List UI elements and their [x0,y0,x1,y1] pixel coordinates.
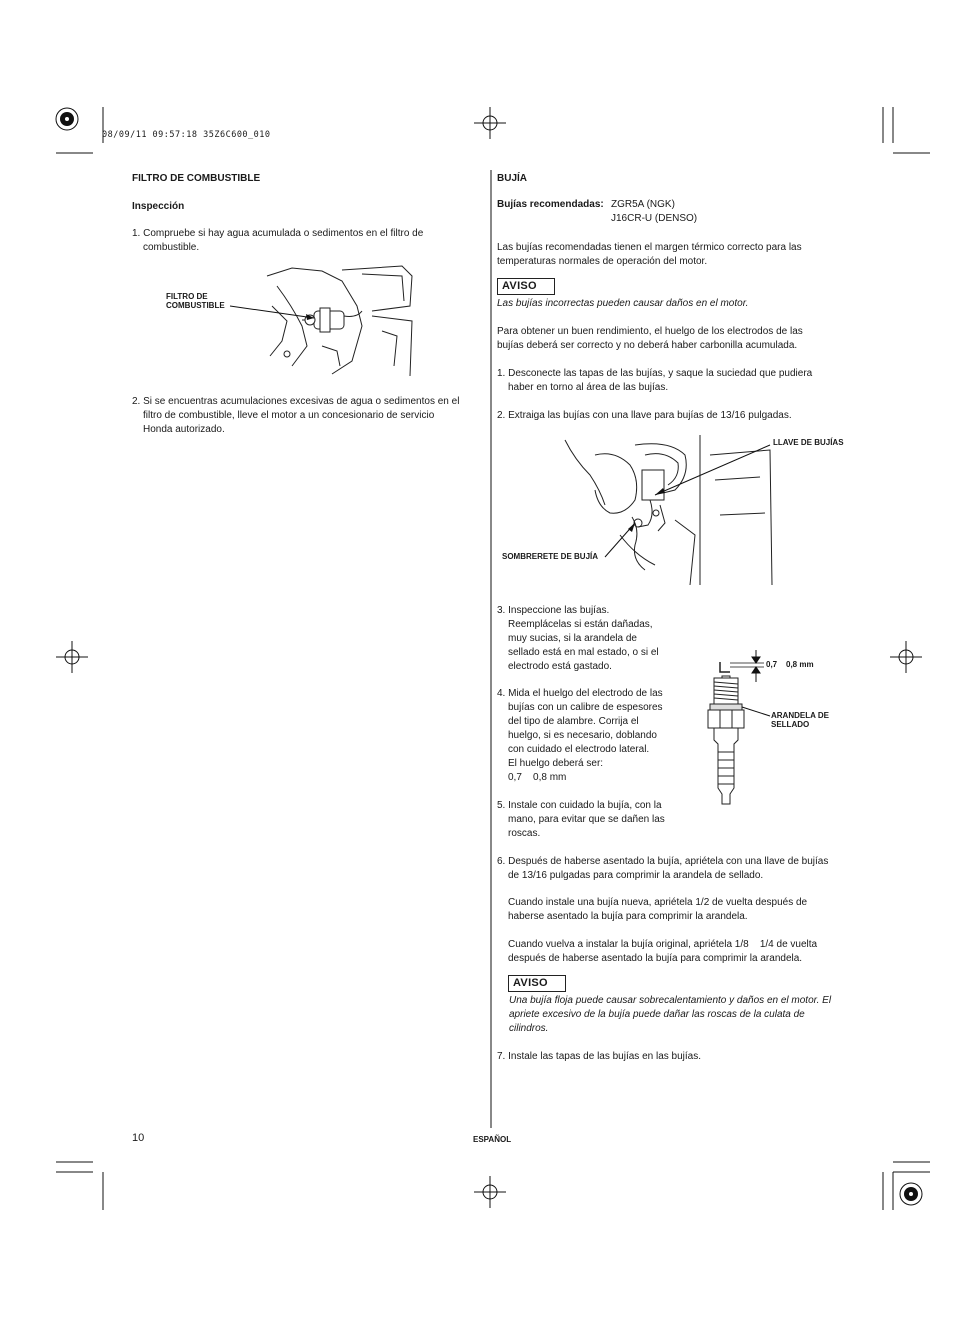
spark-plug-wrench-label: LLAVE DE BUJÍAS [773,438,844,447]
step5-line1: 5. Instale con cuidado la bujía, con la [497,800,662,811]
right-step1-line2: haber en torno al área de las bujías. [508,382,669,393]
step5-line3: roscas. [508,828,541,839]
notice2-line1: Una bujía floja puede causar sobrecalentamiento y daños en el motor. El [509,995,832,1006]
step3-line5: electrodo está gastado. [508,661,612,672]
left-step1-line2: combustible. [143,242,200,253]
step4-line4: huelgo, si es necesario, doblando [508,730,657,741]
left-step2-line1: 2. Si se encuentras acumulaciones excesivas de agua o sedimentos en el [132,396,460,407]
para2-line2: bujías deberá ser correcto y no deberá haber carbonilla acumulada. [497,340,798,351]
step4-line3: del tipo de alambre. Corrija el [508,716,639,727]
fuel-filter-label-line1: FILTRO DE [166,292,208,301]
step7: 7. Instale las tapas de las bujías en las bujías. [497,1051,702,1062]
intro-line1: Las bujías recomendadas tienen el margen térmico correcto para las [497,242,802,253]
spark-plug-illustration [700,648,780,808]
page-number: 10 [132,1132,145,1144]
spark-plug-cap-label: SOMBRERETE DE BUJÍA [502,552,599,561]
step4-line1: 4. Mida el huelgo del electrodo de las [497,688,663,699]
step6-line2: de 13/16 pulgadas para comprimir la arandela de sellado. [508,870,764,881]
recommended-plugs-label: Bujías recomendadas: [497,199,604,210]
para2-line1: Para obtener un buen rendimiento, el huelgo de los electrodos de las [497,326,803,337]
left-step2-line2: filtro de combustible, lleve el motor a un concesionario de servicio [143,410,435,421]
spark-plug-wrench-illustration [560,435,775,585]
step4-line7: 0,7 0,8 mm [508,772,567,783]
notice-badge-1: AVISO [497,278,555,295]
right-step1-line1: 1. Desconecte las tapas de las bujías, y saque la suciedad que pudiera [497,368,813,379]
step4-line2: bujías con un calibre de espesores [508,702,663,713]
step6-new-line2: haberse asentado la bujía para comprimir la arandela. [508,911,748,922]
step3-line1: 3. Inspeccione las bujías. [497,605,610,616]
fuel-filter-label-line2: COMBUSTIBLE [166,301,225,310]
notice2-line2: apriete excesivo de la bujía puede dañar las roscas de la culata de [509,1009,805,1020]
gap-label: 0,7 0,8 mm [766,660,814,669]
step3-line4: sellado está en mal estado, o si el [508,647,659,658]
left-step2-line3: Honda autorizado. [143,424,225,435]
step6-line1: 6. Después de haberse asentado la bujía, apriétela con una llave de bujías [497,856,829,867]
notice2-line3: cilindros. [509,1023,549,1034]
intro-line2: temperaturas normales de operación del motor. [497,256,708,267]
washer-label-line1: ARANDELA DE [771,711,829,720]
step3-line3: muy sucias, si la arandela de [508,633,637,644]
section-title-fuel-filter: FILTRO DE COMBUSTIBLE [132,173,261,184]
recommended-plug-denso: J16CR-U (DENSO) [611,213,698,224]
step4-line6: El huelgo deberá ser: [508,758,604,769]
notice-badge-2: AVISO [508,975,566,992]
step5-line2: mano, para evitar que se dañen las [508,814,665,825]
step6-orig-line2: después de haberse asentado la bujía para comprimir la arandela. [508,953,803,964]
notice1-text: Las bujías incorrectas pueden causar daños en el motor. [497,298,749,309]
left-step1-line1: 1. Compruebe si hay agua acumulada o sedimentos en el filtro de [132,228,424,239]
right-step2: 2. Extraiga las bujías con una llave para bujías de 13/16 pulgadas. [497,410,792,421]
fuel-filter-illustration [262,266,412,376]
step6-orig-line1: Cuando vuelva a instalar la bujía original, apriétela 1/8 1/4 de vuelta [508,939,818,950]
language-label: ESPAÑOL [473,1135,512,1144]
washer-label-line2: SELLADO [771,720,810,729]
step6-new-line1: Cuando instale una bujía nueva, apriétela 1/2 de vuelta después de [508,897,808,908]
subheading-inspection: Inspección [132,201,185,212]
print-stamp: 08/09/11 09:57:18 35Z6C600_010 [102,130,271,140]
section-title-spark-plug: BUJÍA [497,173,528,184]
step3-line2: Reemplácelas si están dañadas, [508,619,653,630]
recommended-plug-ngk: ZGR5A (NGK) [611,199,675,210]
step4-line5: con cuidado el electrodo lateral. [508,744,650,755]
